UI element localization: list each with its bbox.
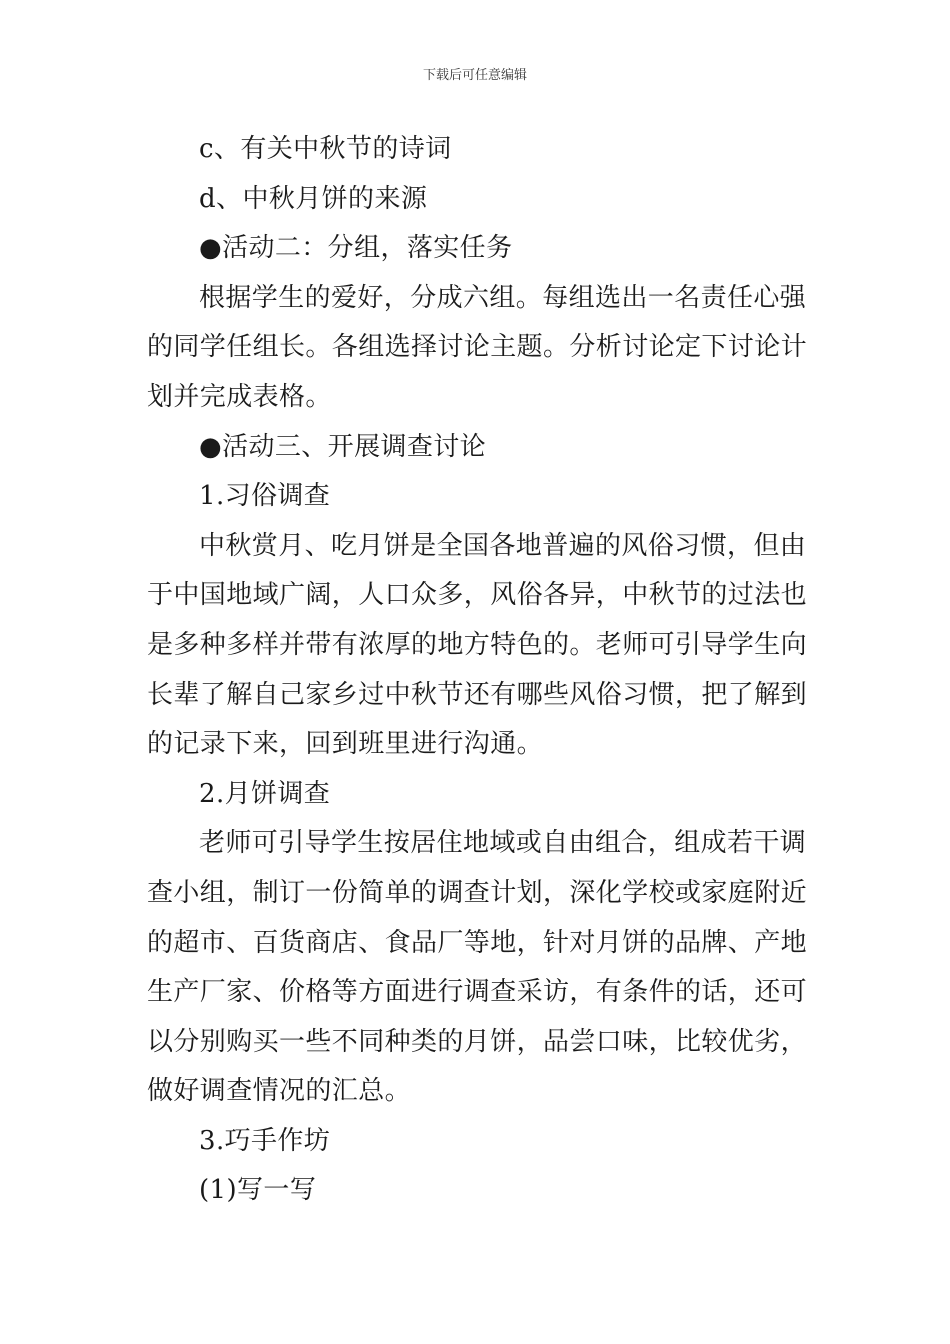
subsection-heading: (1)写一写 (199, 1175, 317, 1206)
paragraph-line: 的记录下来，回到班里进行沟通。 (147, 729, 544, 760)
subsection-heading: 3.巧手作坊 (199, 1125, 331, 1156)
paragraph-line: 是多种多样并带有浓厚的地方特色的。老师可引导学生向 (147, 629, 808, 660)
text-line: c、有关中秋节的诗词 (199, 134, 452, 164)
text-line: d、中秋月饼的来源 (199, 183, 428, 214)
paragraph-line: 划并完成表格。 (147, 381, 332, 412)
paragraph-line: 做好调查情况的汇总。 (147, 1076, 412, 1107)
section-heading: ●活动三、开展调查讨论 (199, 431, 487, 462)
paragraph-line: 查小组，制订一份简单的调查计划，深化学校或家庭附近 (147, 877, 808, 908)
paragraph-line: 的同学任组长。各组选择讨论主题。分析讨论定下讨论计 (147, 332, 808, 363)
paragraph-line: 根据学生的爱好，分成六组。每组选出一名责任心强 (199, 282, 807, 313)
paragraph-line: 的超市、百货商店、食品厂等地，针对月饼的品牌、产地 (147, 927, 808, 958)
paragraph-line: 老师可引导学生按居住地域或自由组合，组成若干调 (199, 828, 807, 859)
page-header: 下载后可任意编辑 (422, 68, 527, 83)
paragraph-line: 中秋赏月、吃月饼是全国各地普遍的风俗习惯，但由 (199, 530, 807, 561)
paragraph-line: 长辈了解自己家乡过中秋节还有哪些风俗习惯，把了解到 (147, 679, 808, 710)
paragraph-line: 于中国地域广阔，人口众多，风俗各异，中秋节的过法也 (147, 580, 808, 611)
subsection-heading: 2.月饼调查 (199, 778, 331, 809)
document-body (147, 125, 807, 1216)
paragraph-line: 生产厂家、价格等方面进行调查采访，有条件的话，还可 (147, 977, 808, 1008)
paragraph-line: 以分别购买一些不同种类的月饼，品尝口味，比较优劣， (147, 1026, 808, 1057)
section-heading: ●活动二：分组，落实任务 (199, 233, 513, 264)
subsection-heading: 1.习俗调查 (199, 481, 331, 512)
